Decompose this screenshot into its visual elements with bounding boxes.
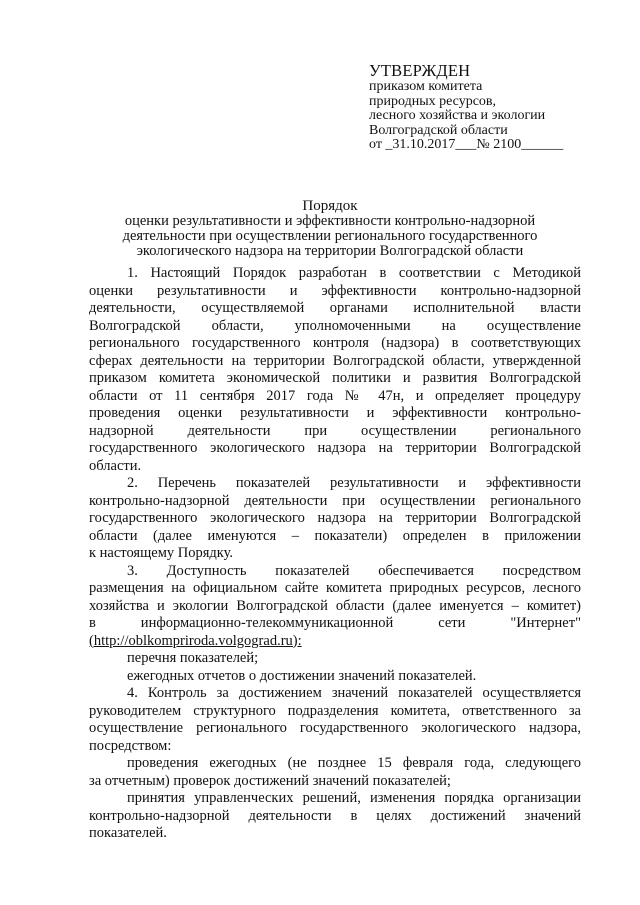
list-item-line: за отчетным) проверок достижений значений показателей; bbox=[89, 772, 451, 789]
paragraph-line: посредством: bbox=[89, 737, 172, 754]
paragraph-line: государственного экологического надзора на территории Волгоградской bbox=[89, 510, 581, 526]
paragraph-line: области (далее именуются – показатели) определен в приложении bbox=[89, 527, 581, 544]
paragraph-line: размещения на официальном сайте комитета природных ресурсов, лесного bbox=[89, 580, 581, 596]
paragraph-line: оценки результативности и эффективности контрольно-надзорной bbox=[89, 282, 581, 299]
list-item-line: показателей. bbox=[89, 825, 167, 841]
list-item-line: проведения ежегодных (не позднее 15 февраля года, следующего bbox=[127, 755, 581, 771]
list-item: перечня показателей; bbox=[127, 650, 259, 666]
approval-line: Волгоградской области bbox=[369, 122, 508, 138]
paragraph-line: регионального государственного контроля (надзора) в соответствующих bbox=[89, 335, 581, 351]
paragraph-line: к настоящему Порядку. bbox=[89, 545, 234, 561]
title-line: экологического надзора на территории Волгоградской области bbox=[136, 243, 524, 259]
approval-date-number: от _31.10.2017___№ 2100______ bbox=[369, 137, 564, 152]
paragraph-line: 3. Доступность показателей обеспечивается посредством bbox=[127, 562, 581, 579]
paragraph-line: деятельности, осуществляемой органами исполнительной власти bbox=[89, 300, 581, 316]
paragraph-line: области от 11 сентября 2017 года № 47н, и определяет процедуру bbox=[89, 387, 581, 404]
approval-stamp bbox=[369, 62, 589, 153]
list-item: ежегодных отчетов о достижении значений показателей. bbox=[127, 667, 477, 684]
list-item-line: контрольно-надзорной деятельности в целях достижений значений bbox=[89, 807, 581, 824]
paragraph-line: сферах деятельности на территории Волгоградской области, утвержденной bbox=[89, 352, 581, 369]
paragraph-line: осуществление регионального государственного экологического надзора, bbox=[89, 720, 581, 736]
document-title bbox=[80, 199, 580, 259]
paragraph-line: 4. Контроль за достижением значений показателей осуществляется bbox=[127, 685, 581, 701]
paragraph-line: контрольно-надзорной деятельности при осуществлении регионального bbox=[89, 492, 581, 509]
title-line: деятельности при осуществлении регионального государственного bbox=[122, 228, 538, 244]
approval-title: УТВЕРЖДЕН bbox=[369, 61, 471, 80]
paragraph-line: Волгоградской области, уполномоченными на осуществление bbox=[89, 317, 581, 334]
paragraph-line: хозяйства и экологии Волгоградской области (далее именуется – комитет) bbox=[89, 597, 581, 614]
document-body bbox=[89, 265, 581, 843]
paragraph-line: 1. Настоящий Порядок разработан в соответствии с Методикой bbox=[127, 265, 581, 281]
paragraph-line: 2. Перечень показателей результативности и эффективности bbox=[127, 475, 581, 491]
title-line: оценки результативности и эффективности контрольно-надзорной bbox=[124, 213, 536, 229]
paragraph-line: руководителем структурного подразделения комитета, ответственного за bbox=[89, 702, 581, 719]
approval-line: приказом комитета bbox=[369, 79, 483, 94]
approval-line: природных ресурсов, bbox=[369, 93, 497, 109]
title-heading: Порядок bbox=[302, 198, 358, 214]
paragraph-line: в информационно-телекоммуникационной сети "Интернет" bbox=[89, 615, 581, 631]
paragraph-line: области. bbox=[89, 457, 142, 474]
paragraph-line: надзорной деятельности при осуществлении регионального bbox=[89, 422, 581, 439]
website-link[interactable]: (http://oblkompriroda.volgograd.ru): bbox=[89, 632, 302, 649]
list-item-line: принятия управленческих решений, изменения порядка организации bbox=[127, 790, 581, 806]
paragraph-line: приказом комитета экономической политики и развития Волгоградской bbox=[89, 370, 581, 386]
paragraph-line: проведения оценки результативности и эффективности контрольно- bbox=[89, 405, 581, 421]
approval-line: лесного хозяйства и экологии bbox=[369, 108, 546, 123]
paragraph-line: государственного экологического надзора на территории Волгоградской bbox=[89, 440, 581, 456]
